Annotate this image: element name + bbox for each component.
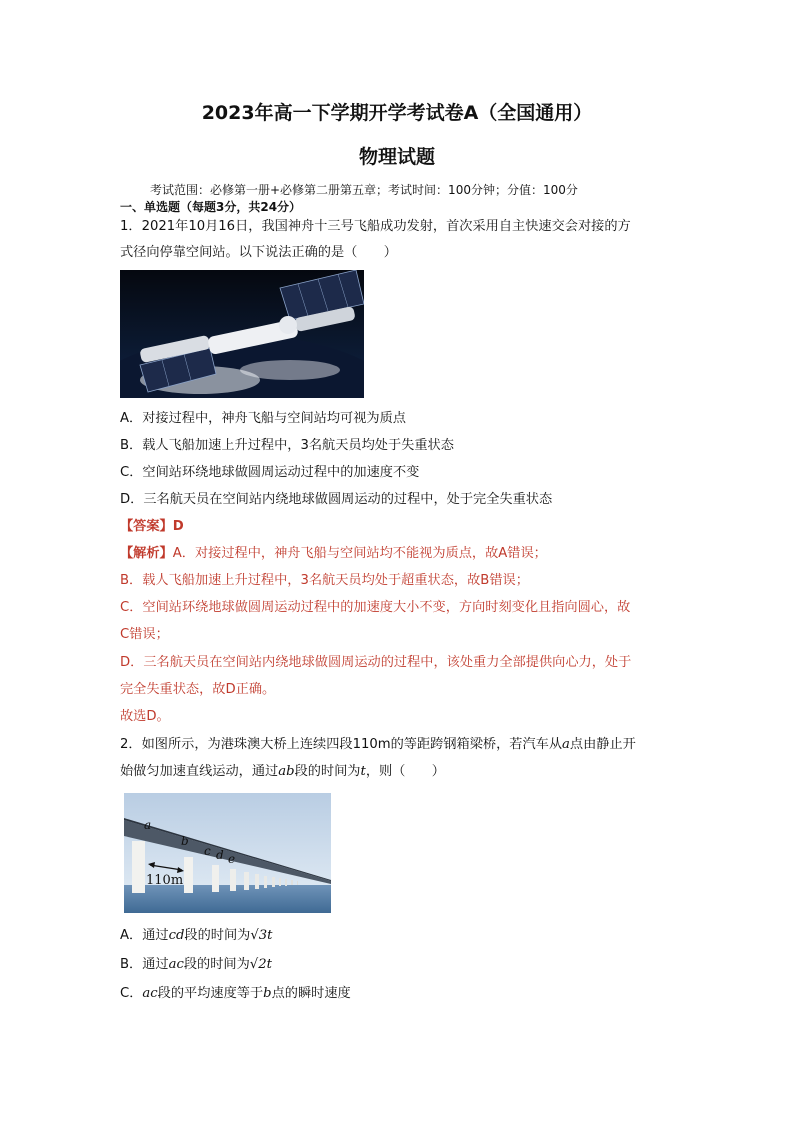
- q2-stem-text-b: 点由静止开: [569, 737, 636, 752]
- q2-a-math: √3t: [250, 928, 273, 943]
- q2-c-var: ac: [142, 986, 158, 1001]
- q2-b-mid: 段的时间为: [183, 957, 250, 972]
- q1-analysis-line5: D．三名航天员在空间站内绕地球做圆周运动的过程中，该处重力全部提供向心力，处于: [120, 655, 632, 670]
- label-a: a: [144, 818, 152, 832]
- q2-var-ab: ab: [278, 764, 295, 779]
- subject-title: 物理试题: [358, 146, 435, 168]
- answer-tag: 【答案】: [120, 519, 173, 534]
- label-e: e: [228, 852, 236, 866]
- q2-option-a: [120, 927, 680, 945]
- q2-c-var2: b: [263, 986, 272, 1001]
- q2-option-b: [120, 956, 680, 974]
- analysis-tag: 【解析】: [120, 546, 173, 561]
- q2-stem-text-a: 2．如图所示，为港珠澳大桥上连续四段110m的等距跨钢箱梁桥，若汽车从: [120, 737, 563, 752]
- q2-b-math: √2t: [249, 957, 272, 972]
- q1-analysis-line2: B．载人飞船加速上升过程中，3名航天员均处于超重状态，故B错误；: [120, 573, 529, 588]
- q1-stem-line2: 式径向停靠空间站。以下说法正确的是（ ）: [120, 245, 397, 260]
- q1-analysis-line6: 完全失重状态，故D正确。: [120, 682, 276, 697]
- q2-stem-line1: [120, 736, 680, 754]
- q2-var-a: a: [562, 737, 570, 752]
- q1-analysis-line4: C错误；: [120, 627, 169, 642]
- bridge-image: [124, 793, 331, 913]
- space-station-image: [120, 270, 364, 398]
- exam-info: 考试范围：必修第一册+必修第二册第五章；考试时间：100分钟；分值：100分: [150, 183, 578, 197]
- q1-conclusion: 故选D。: [120, 709, 170, 724]
- q2-c-pre: C．: [120, 986, 143, 1001]
- analysis-text-a: A．对接过程中，神舟飞船与空间站均不能视为质点，故A错误；: [172, 546, 547, 561]
- label-d: d: [216, 848, 224, 862]
- q1-answer-line: [120, 518, 680, 536]
- q1-analysis-line1: [120, 545, 680, 563]
- label-c: c: [204, 844, 211, 858]
- q2-stem-line2: [120, 763, 680, 781]
- q2-option-c: [120, 985, 680, 1003]
- q1-analysis-line3: C．空间站环绕地球做圆周运动过程中的加速度大小不变，方向时刻变化且指向圆心，故: [120, 600, 631, 615]
- q2-stem-text-e: ，则（ ）: [365, 764, 445, 779]
- label-b: b: [181, 834, 189, 848]
- q2-c-post: 点的瞬时速度: [271, 986, 351, 1001]
- span-label: 110m: [146, 873, 184, 888]
- q1-option-c: C．空间站环绕地球做圆周运动过程中的加速度不变: [120, 465, 420, 480]
- exam-title: 2023年高一下学期开学考试卷A（全国通用）: [201, 102, 593, 124]
- q2-a-mid: 段的时间为: [184, 928, 251, 943]
- q1-option-d: D．三名航天员在空间站内绕地球做圆周运动的过程中，处于完全失重状态: [120, 492, 553, 507]
- q2-a-pre: A．通过: [120, 928, 169, 943]
- q2-b-var: ac: [168, 957, 184, 972]
- q1-stem-line1: 1．2021年10月16日，我国神舟十三号飞船成功发射，首次采用自主快速交会对接的方: [120, 219, 631, 234]
- q2-var-t: t: [360, 764, 366, 779]
- q2-c-mid: 段的平均速度等于: [157, 986, 264, 1001]
- q2-stem-text-d: 段的时间为: [294, 764, 361, 779]
- q1-option-a: A．对接过程中，神舟飞船与空间站均可视为质点: [120, 411, 406, 426]
- answer-value: D: [172, 519, 184, 534]
- q2-b-pre: B．通过: [120, 957, 169, 972]
- q2-stem-text-c: 始做匀加速直线运动，通过: [120, 764, 279, 779]
- q1-option-b: B．载人飞船加速上升过程中，3名航天员均处于失重状态: [120, 438, 454, 453]
- q2-a-var: cd: [168, 928, 185, 943]
- section-heading: 一、单选题（每题3分，共24分）: [120, 200, 302, 214]
